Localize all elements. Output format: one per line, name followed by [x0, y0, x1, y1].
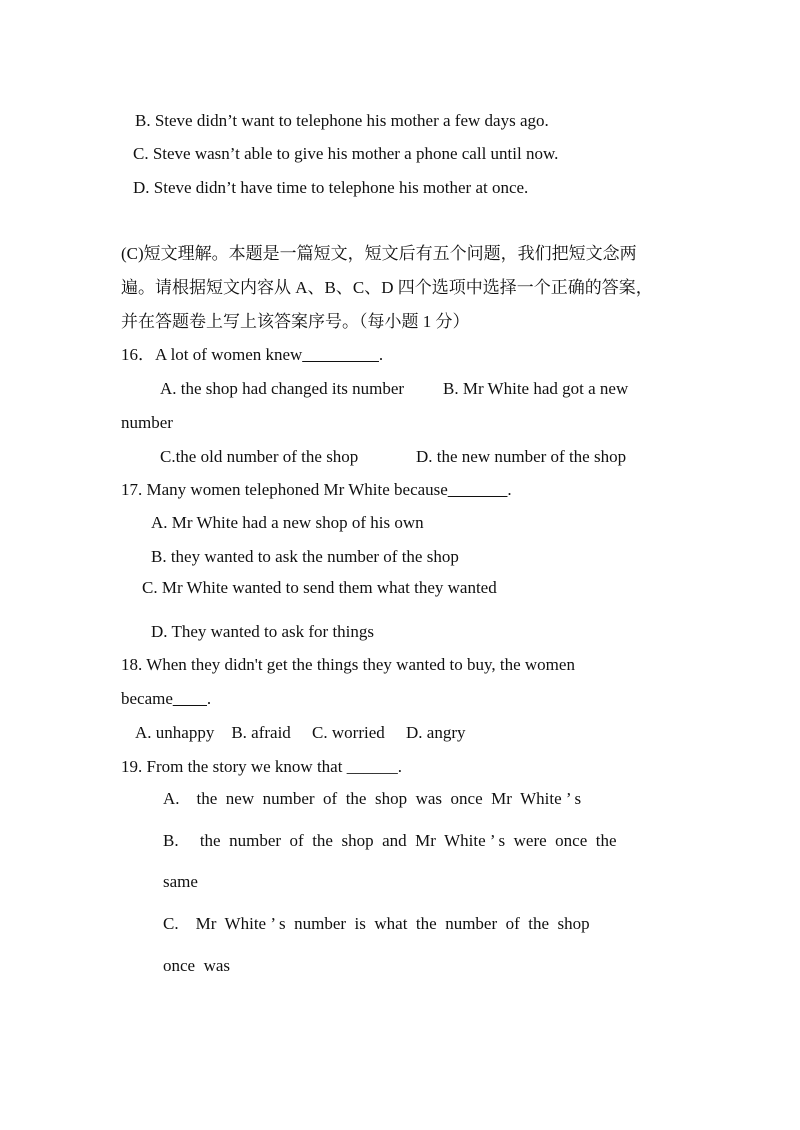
q17-stem-end: . [507, 480, 512, 499]
q19-option-b: B. the number of the shop and Mr White ’ s were once the [163, 831, 617, 850]
q19-option-a: A. the new number of the shop was once Mr White ’ s [163, 789, 582, 808]
q16-stem-text: 16．A lot of women knew [121, 345, 303, 364]
q19-stem: 19. From the story we know that ______. [121, 757, 402, 776]
q16-blank: _________ [302, 345, 379, 364]
q17-option-a: A. Mr White had a new shop of his own [151, 513, 424, 532]
prev-option-d: D. Steve didn’t have time to telephone his mother at once. [133, 178, 529, 197]
q19-option-c-continued: once was [163, 956, 231, 975]
q18-stem-line2 [121, 688, 211, 710]
q19-option-b-continued: same [163, 872, 198, 891]
section-c-instruction-line1: (C)短文理解。本题是一篇短文，短文后有五个问题，我们把短文念两 [121, 244, 637, 263]
q16-option-b-continued: number [121, 413, 173, 432]
q16-option-c: C.the old number of the shop [160, 447, 359, 466]
q17-stem [121, 479, 512, 501]
q16-option-a: A. the shop had changed its number [160, 379, 405, 398]
q16-option-d: D. the new number of the shop [416, 447, 627, 466]
q17-blank: _______ [447, 480, 508, 499]
prev-option-b: B. Steve didn’t want to telephone his mother a few days ago. [135, 111, 549, 130]
section-c-instruction-line2: 遍。请根据短文内容从 A、B、C、D 四个选项中选择一个正确的答案， [121, 278, 653, 297]
q18-options: A. unhappy B. afraid C. worried D. angry [135, 723, 466, 742]
q18-stem2-text: became [121, 689, 173, 708]
section-c-instruction-line3: 并在答题卷上写上该答案序号。（每小题 1 分） [121, 312, 470, 331]
q17-stem-text: 17. Many women telephoned Mr White because [121, 480, 448, 499]
q17-option-b: B. they wanted to ask the number of the shop [151, 547, 459, 566]
q17-option-d: D. They wanted to ask for things [151, 622, 375, 641]
q18-stem: 18. When they didn't get the things they wanted to buy, the women [121, 655, 575, 674]
q16-option-b: B. Mr White had got a new [443, 379, 629, 398]
q16-stem-end: . [378, 345, 384, 364]
q19-option-c: C. Mr White ’ s number is what the number of the shop [163, 914, 590, 933]
q16-stem [121, 344, 383, 366]
q18-stem-end: . [206, 689, 212, 708]
q18-blank: ____ [172, 689, 207, 708]
q17-option-c: C. Mr White wanted to send them what they wanted [142, 578, 497, 597]
prev-option-c: C. Steve wasn’t able to give his mother a phone call until now. [133, 144, 559, 163]
